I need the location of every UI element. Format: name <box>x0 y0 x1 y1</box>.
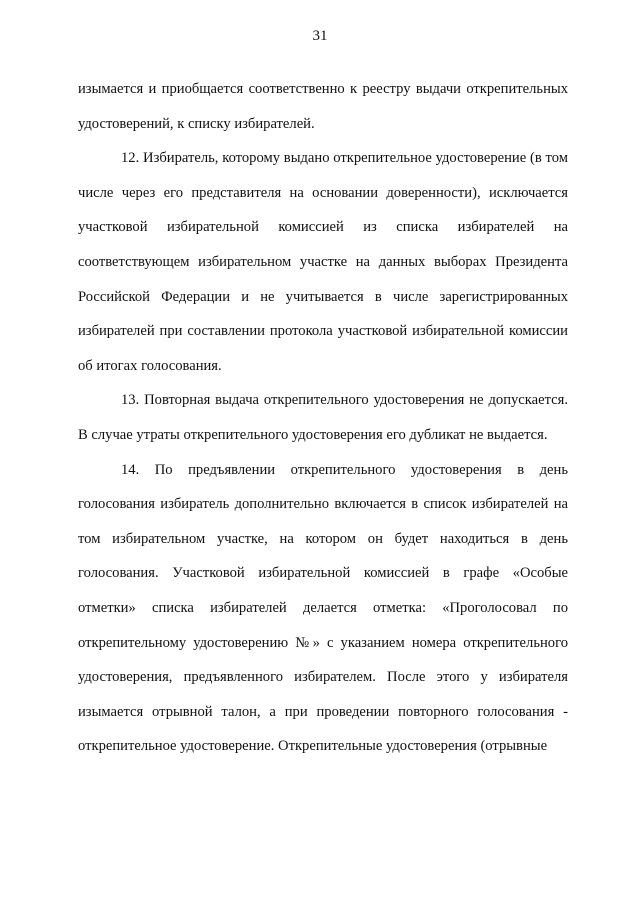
paragraph-item-13: 13. Повторная выдача открепительного удостоверения не допускается. В случае утраты открепительного удостоверения его дубликат не выдается. <box>78 392 568 443</box>
paragraph-item-14: 14. По предъявлении открепительного удостоверения в день голосования избиратель дополнительно включается в список избирателей на том избирательном участке, на котором он будет находиться в день голосования. Участковой избирательной комиссией в графе «Особые отметки» списка избирателей делается отметка: «Проголосовал по открепительному удостоверению №» с указанием номера открепительного удостоверения, предъявленного избирателем. После этого у избирателя изымается отрывной талон, а при проведении повторного голосования - открепительное удостоверение. Открепительные удостоверения (отрывные <box>78 461 568 755</box>
page-number: 31 <box>312 28 328 44</box>
paragraph-continuation: изымается и приобщается соответственно к реестру выдачи открепительных удостоверений, к списку избирателей. <box>78 81 568 132</box>
document-body <box>78 72 568 764</box>
paragraph-item-12: 12. Избиратель, которому выдано открепительное удостоверение (в том числе через его представителя на основании доверенности), исключается участковой избирательной комиссией из списка избирателей на соответствующем избирательном участке на данных выборах Президента Российской Федерации и не учитывается в числе зарегистрированных избирателей при составлении протокола участковой избирательной комиссии об итогах голосования. <box>78 150 568 374</box>
